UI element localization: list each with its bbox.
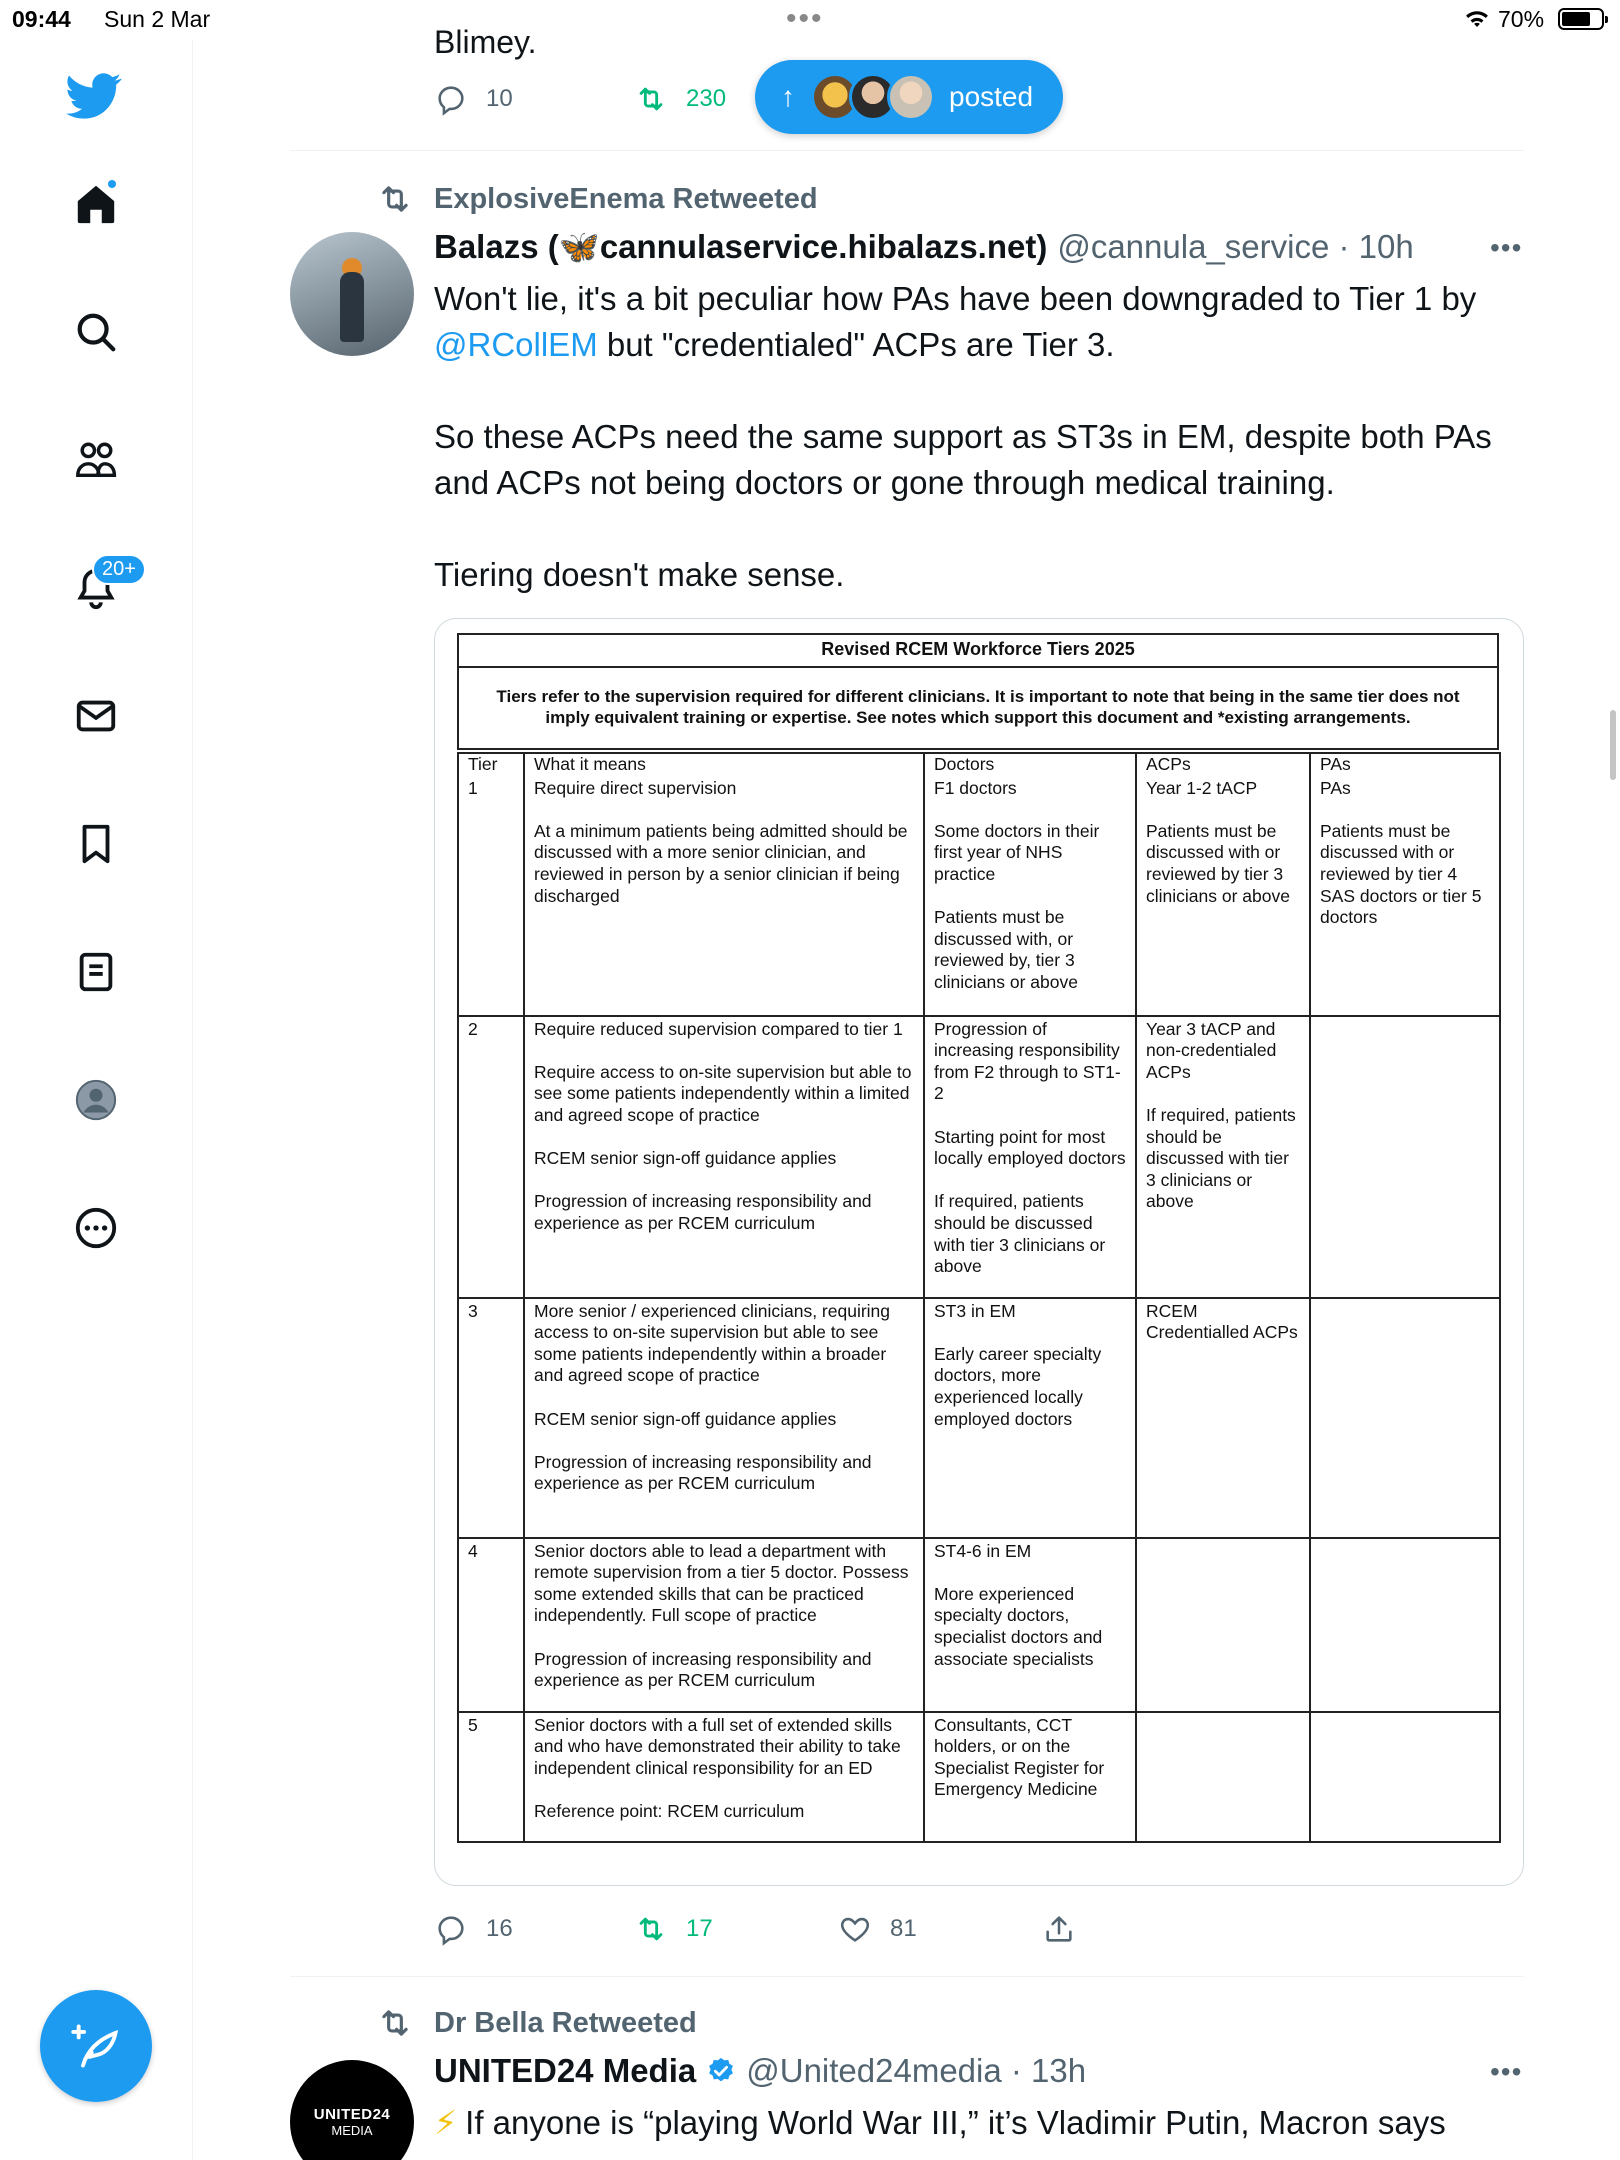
table-header: Doctors (924, 753, 1136, 776)
messages-icon[interactable] (66, 686, 126, 746)
wifi-icon (1462, 6, 1492, 30)
tier-doctors: Progression of increasing responsibility from F2 through to ST1-2 Starting point for most locally employed doctors If required, patients should be discussed with tier 3 clinicians or above (924, 1016, 1136, 1298)
battery-icon (1558, 8, 1604, 30)
like-button[interactable] (838, 1912, 917, 1946)
bookmarks-icon[interactable] (66, 814, 126, 874)
author-handle-time[interactable]: @United24media · 13h (746, 2052, 1087, 2089)
posted-label: posted (949, 81, 1034, 112)
compose-button[interactable] (40, 1990, 152, 2102)
tweet-header (434, 228, 1414, 267)
tier-pas (1310, 1538, 1500, 1712)
verified-badge-icon (706, 2056, 736, 2086)
home-new-dot (106, 178, 118, 190)
previous-reply-button[interactable] (434, 82, 513, 116)
table-header: Tier (458, 753, 524, 776)
table-header: ACPs (1136, 753, 1310, 776)
avatar-logo-subtext: MEDIA (331, 2123, 373, 2138)
tier-number: 2 (458, 1016, 524, 1298)
tier-meaning: More senior / experienced clinicians, requiring access to on-site supervision but able to see some patients independently within a broader and agreed scope of practice RCEM senior sign-off guidance applies Progression of increasing responsibility and experience as per RCEM curriculum (524, 1298, 924, 1538)
status-time: 09:44 (12, 6, 71, 32)
retweet-icon (634, 82, 668, 116)
avatar (887, 73, 935, 121)
tier-doctors: ST3 in EM Early career specialty doctors, more experienced locally employed doctors (924, 1298, 1136, 1538)
tier-meaning: Senior doctors able to lead a department with remote supervision from a tier 5 doctor. Possess some extended skills that can be practiced independently. Full scope of practice Progression of increasing responsibility and experience as per RCEM curriculum (524, 1538, 924, 1712)
scrollbar[interactable] (1610, 710, 1616, 780)
tier-meaning: Require reduced supervision compared to tier 1 Require access to on-site supervision but able to see some patients independently within a limited and agreed scope of practice RCEM senior sign-off guidance applies Progression of increasing responsibility and experience as per RCEM curriculum (524, 1016, 924, 1298)
tier-meaning: Senior doctors with a full set of extended skills and who have demonstrated their ability to take independent clinical responsibility for an ED Reference point: RCEM curriculum (524, 1712, 924, 1842)
author-handle-time[interactable]: @cannula_service · 10h (1057, 228, 1414, 265)
previous-retweet-count: 230 (686, 85, 727, 112)
tier-pas (1310, 1298, 1500, 1538)
tweet-divider (290, 1976, 1524, 1977)
table-row (458, 1298, 1500, 1538)
author-name[interactable]: UNITED24 Media (434, 2052, 697, 2089)
twitter-logo-icon[interactable] (64, 66, 124, 126)
retweeted-by[interactable] (376, 180, 818, 218)
like-count: 81 (890, 1915, 917, 1942)
tier-pas (1310, 1712, 1500, 1842)
share-button[interactable] (1042, 1912, 1094, 1946)
retweeted-by-label: Dr Bella Retweeted (434, 2006, 697, 2039)
tier-doctors: Consultants, CCT holders, or on the Specialist Register for Emergency Medicine (924, 1712, 1136, 1842)
tier-acps (1136, 1538, 1310, 1712)
communities-icon[interactable] (66, 430, 126, 490)
profile-icon[interactable] (66, 1070, 126, 1130)
status-date: Sun 2 Mar (104, 6, 211, 32)
retweet-count: 17 (686, 1915, 713, 1942)
battery-percent: 70% (1498, 6, 1545, 32)
tweet-text: Won't lie, it's a bit peculiar how PAs have been downgraded to Tier 1 by @RCollEM but "credentialed" ACPs are Tier 3. So these ACPs need the same support as ST3s in EM, despite both PAs and ACPs not being doctors or gone through medical training. Tiering doesn't make sense. (434, 280, 1492, 593)
tier-meaning: Require direct supervision At a minimum patients being admitted should be discussed with a more senior clinician, and reviewed in person by a senior clinician if being discharged (524, 776, 924, 1016)
lists-icon[interactable] (66, 942, 126, 1002)
avatar-logo-text: UNITED24 (313, 2106, 391, 2123)
reply-icon (434, 1912, 468, 1946)
retweet-icon (376, 2004, 414, 2042)
notifications-icon[interactable] (66, 558, 136, 618)
table-row (458, 1016, 1500, 1298)
tier-acps: Year 1-2 tACP Patients must be discussed with or reviewed by tier 3 clinicians or above (1136, 776, 1310, 1016)
tier-doctors: F1 doctors Some doctors in their first year of NHS practice Patients must be discussed with, or reviewed by, tier 3 clinicians or above (924, 776, 1136, 1016)
tier-acps: Year 3 tACP and non-credentialed ACPs If required, patients should be discussed with tier 3 clinicians or above (1136, 1016, 1310, 1298)
mention-link[interactable]: @RCollEM (434, 326, 598, 363)
tier-number: 4 (458, 1538, 524, 1712)
tier-pas (1310, 1016, 1500, 1298)
reply-count: 16 (486, 1915, 513, 1942)
tier-pas: PAs Patients must be discussed with or reviewed by tier 4 SAS doctors or tier 5 doctors (1310, 776, 1500, 1016)
tier-acps (1136, 1712, 1310, 1842)
heart-icon (838, 1912, 872, 1946)
tweet-more-icon[interactable]: ••• (1490, 232, 1523, 263)
lightning-icon: ⚡ (434, 2104, 458, 2141)
table-row (458, 1712, 1500, 1842)
table-row (458, 776, 1500, 1016)
previous-retweet-button[interactable] (634, 82, 726, 116)
retweet-icon (376, 180, 414, 218)
new-posts-pill[interactable] (755, 60, 1063, 134)
more-icon[interactable] (66, 1198, 126, 1258)
retweeted-by-label: ExplosiveEnema Retweeted (434, 182, 818, 215)
tier-doctors: ST4-6 in EM More experienced specialty doctors, specialist doctors and associate specialists (924, 1538, 1136, 1712)
tier-acps: RCEM Credentialled ACPs (1136, 1298, 1310, 1538)
notifications-badge: 20+ (92, 554, 146, 585)
table-header: PAs (1310, 753, 1500, 776)
retweeted-by[interactable] (376, 2004, 697, 2042)
table-header-row (458, 753, 1500, 776)
previous-tweet-text: Blimey. (434, 24, 537, 60)
table-header: What it means (524, 753, 924, 776)
tweet-more-icon[interactable]: ••• (1490, 2056, 1523, 2087)
share-icon (1042, 1912, 1076, 1946)
reply-icon (434, 82, 468, 116)
tier-number: 1 (458, 776, 524, 1016)
retweet-button[interactable] (634, 1912, 713, 1946)
arrow-up-icon: ↑ (781, 81, 795, 112)
tiers-table (457, 752, 1501, 1843)
document-note: Tiers refer to the supervision required for different clinicians. It is important to note that being in the same tier does not imply equivalent training or expertise. See notes which support this document and *existing arrangements. (496, 687, 1460, 727)
tweet-text: ⚡ If anyone is “playing World War III,” it’s Vladimir Putin, Macron says (434, 2104, 1446, 2141)
compose-icon (70, 2020, 122, 2072)
author-name[interactable]: Balazs (🦋cannulaservice.hibalazs.net) (434, 228, 1048, 265)
tier-number: 5 (458, 1712, 524, 1842)
author-avatar[interactable] (290, 232, 414, 356)
document-title: Revised RCEM Workforce Tiers 2025 (459, 635, 1497, 668)
tweet-image[interactable] (434, 618, 1524, 1886)
tweet-header (434, 2052, 1086, 2090)
sidebar (0, 40, 193, 2160)
tier-number: 3 (458, 1298, 524, 1538)
multitasking-dots-icon[interactable]: ••• (786, 2, 824, 35)
reply-button[interactable] (434, 1912, 513, 1946)
table-row (458, 1538, 1500, 1712)
posted-avatars (811, 73, 935, 121)
home-icon[interactable] (66, 174, 126, 234)
status-bar (0, 0, 1620, 40)
previous-reply-count: 10 (486, 85, 513, 112)
butterfly-icon: 🦋 (558, 228, 600, 265)
tweet-divider (290, 150, 1524, 151)
search-icon[interactable] (66, 302, 126, 362)
retweet-icon (634, 1912, 668, 1946)
author-avatar[interactable] (290, 2060, 414, 2160)
rcem-tiers-document (457, 633, 1499, 1843)
